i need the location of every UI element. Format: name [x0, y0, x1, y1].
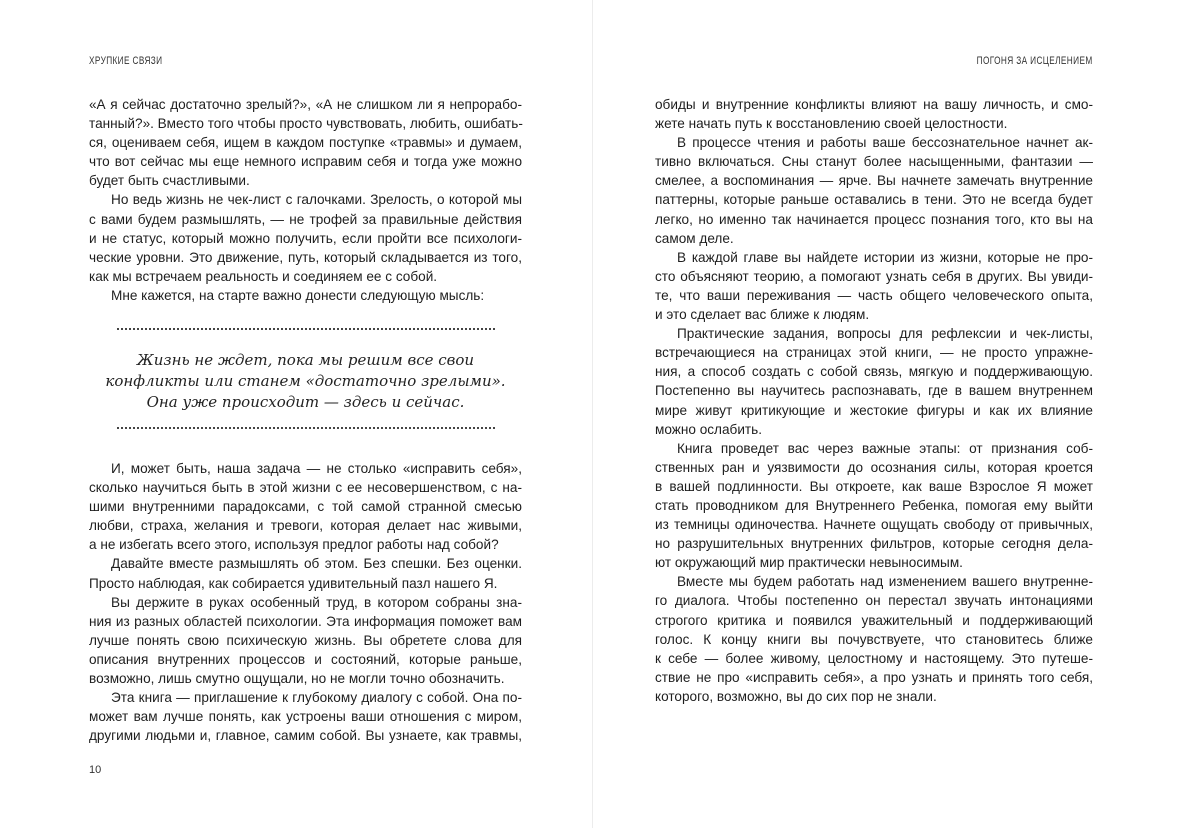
text-line: тивно включаться. Сны станут более насыщенными, фантазии —	[655, 154, 1093, 170]
text-line: стать проводником для Внутреннего Ребенка, помогая ему выйти	[655, 497, 1093, 513]
text-line: жете начать путь к восстановлению своей целостности.	[655, 116, 1008, 132]
text-line: ствие не про «исправить себя», а про узнать и принять того себя,	[655, 669, 1093, 685]
text-line: паттерны, которые раньше оставались в тени. Это не всегда будет	[655, 192, 1093, 208]
quote-divider-bottom	[117, 427, 495, 431]
text-line: Книга проведет вас через важные этапы: от признания соб-	[677, 440, 1093, 456]
text-line: что вот сейчас мы еще немного исправим себя и тогда уже можно	[89, 154, 522, 170]
paragraph	[89, 554, 522, 592]
paragraph	[89, 688, 522, 745]
text-line: строгого критика и появился уважительный и поддерживающий	[655, 612, 1093, 628]
text-line: лучше понять свою психическую жизнь. Вы обретете слова для	[89, 632, 522, 648]
text-line: встречающиеся на страницах этой книги, — не просто упражне-	[655, 345, 1093, 361]
text-line: легко, но именно так начинается процесс познания того, кто вы на	[655, 211, 1093, 227]
text-line: с вами будем размышлять, — не трофей за правильные действия	[89, 211, 522, 227]
text-line: и это сделает вас ближе к людям.	[655, 307, 870, 323]
text-line: ся, оцениваем себя, ищем в каждом поступке «травмы» и думаем,	[89, 135, 522, 151]
page-gutter	[592, 0, 593, 828]
text-line: а не избегать всего этого, используя предлог работы над собой?	[89, 537, 499, 553]
quote-line: конфликты или станем «достаточно зрелыми».	[105, 372, 506, 390]
paragraph	[655, 572, 1093, 706]
text-line: ния, а способ создать с собой связь, мягкую и поддерживающую.	[655, 364, 1093, 380]
text-line: го диалога. Чтобы постепенно он перестал звучать интонациями	[655, 593, 1093, 609]
text-line: описания внутренних процессов и состояний, которые раньше,	[89, 651, 522, 667]
text-line: к себе — более живому, целостному и настоящему. Это путеше-	[655, 650, 1093, 666]
text-line: ственных ран и уязвимости до осознания силы, которая кроется	[655, 459, 1093, 475]
text-line: любви, страха, желания и тревоги, которая делает нас живыми,	[89, 518, 522, 534]
text-line: будет быть счастливыми.	[89, 173, 250, 189]
paragraph	[655, 133, 1093, 248]
text-line: голос. К концу книги вы почувствуете, что становитесь ближе	[655, 631, 1093, 647]
right-page-text	[655, 95, 1093, 706]
text-line: Вы держите в руках особенный труд, в котором собраны зна-	[111, 594, 522, 610]
text-line: может вам лучше понять, как устроены ваши отношения с миром,	[89, 709, 522, 725]
paragraph	[655, 248, 1093, 324]
text-line: Просто наблюдая, как собирается удивительный пазл нашего Я.	[89, 575, 498, 591]
text-line: «А я сейчас достаточно зрелый?», «А не слишком ли я непрорабо-	[89, 97, 522, 112]
running-head-right: ПОГОНЯ ЗА ИСЦЕЛЕНИЕМ	[977, 55, 1093, 67]
text-line: но разрушительных внутренних фильтров, которые сегодня дела-	[655, 536, 1093, 552]
paragraph	[89, 95, 522, 190]
text-line: возможно, лишь смутно ощущали, но не могли точно обозначить.	[89, 671, 505, 687]
text-line: сто объясняют теорию, а помогают узнать себя в других. Вы увиди-	[655, 268, 1093, 284]
left-page-text-top	[89, 95, 522, 305]
text-line: из темницы одиночества. Начнете ощущать свободу от привычных,	[655, 517, 1093, 533]
text-line: смелее, а воспоминания — ярче. Вы начнете замечать внутренние	[655, 173, 1093, 189]
paragraph	[89, 190, 522, 285]
paragraph	[655, 95, 1093, 133]
paragraph	[655, 324, 1093, 439]
quote-line: Она уже происходит — здесь и сейчас.	[146, 393, 465, 411]
text-line: Мне кажется, на старте важно донести следующую мысль:	[111, 287, 485, 303]
text-line: Но ведь жизнь не чек-лист с галочками. Зрелость, о которой мы	[111, 192, 522, 208]
text-line: танный?». Вместо того чтобы просто чувствовать, любить, ошибать-	[89, 116, 523, 132]
page-number: 10	[89, 764, 102, 776]
text-line: В процессе чтения и работы ваше бессознательное начнет ак-	[677, 135, 1093, 151]
text-line: как мы встречаем реальность и соединяем ее с собой.	[89, 268, 438, 284]
text-line: которого, возможно, вы до сих пор не знали.	[655, 688, 937, 704]
text-line: можно ослабить.	[655, 421, 763, 437]
text-line: обиды и внутренние конфликты влияют на вашу личность, и смо-	[655, 97, 1093, 112]
text-line: мире живут критикующие и жестокие фигуры и как их влияние	[655, 402, 1093, 418]
pull-quote	[89, 350, 522, 413]
quote-line: Жизнь не ждет, пока мы решим все свои	[136, 351, 475, 369]
text-line: шими внутренними парадоксами, с той самой странной смесью	[89, 499, 522, 515]
text-line: и не статус, который можно получить, если пройти все психологи-	[89, 230, 522, 246]
text-line: Вместе мы будем работать над изменением вашего внутренне-	[677, 574, 1093, 590]
running-head-left: ХРУПКИЕ СВЯЗИ	[89, 55, 163, 67]
text-line: Практические задания, вопросы для рефлексии и чек-листы,	[677, 326, 1093, 342]
text-line: сколько научиться быть в этой жизни с ее несовершенством, с на-	[89, 480, 522, 496]
text-line: И, может быть, наша задача — не столько «исправить себя»,	[111, 461, 522, 476]
text-line: в вашей подлинности. Вы откроете, как ваше Взрослое Я может	[655, 478, 1093, 494]
text-line: те, что ваши переживания — часть общего человеческого опыта,	[655, 287, 1093, 303]
left-page-text-bottom	[89, 459, 522, 745]
quote-divider-top	[117, 328, 495, 332]
text-line: В каждой главе вы найдете истории из жизни, которые не про-	[677, 249, 1093, 265]
text-line: ют окружающий мир практически невыносимым.	[655, 555, 963, 571]
text-line: Эта книга — приглашение к глубокому диалогу с собой. Она по-	[111, 690, 522, 706]
paragraph	[89, 286, 522, 305]
text-line: Постепенно вы научитесь распознавать, где в вашем внутреннем	[655, 383, 1093, 399]
text-line: другими людьми и, главное, самим собой. Вы узнаете, как травмы,	[89, 728, 522, 744]
text-line: ния из разных областей психологии. Эта информация поможет вам	[89, 613, 522, 629]
text-line: ческие уровни. Это движение, путь, который складывается из того,	[89, 249, 522, 265]
text-line: Давайте вместе размышлять об этом. Без спешки. Без оценки.	[111, 556, 522, 572]
paragraph	[655, 439, 1093, 573]
paragraph	[89, 593, 522, 688]
paragraph	[89, 459, 522, 554]
text-line: самом деле.	[655, 230, 734, 246]
